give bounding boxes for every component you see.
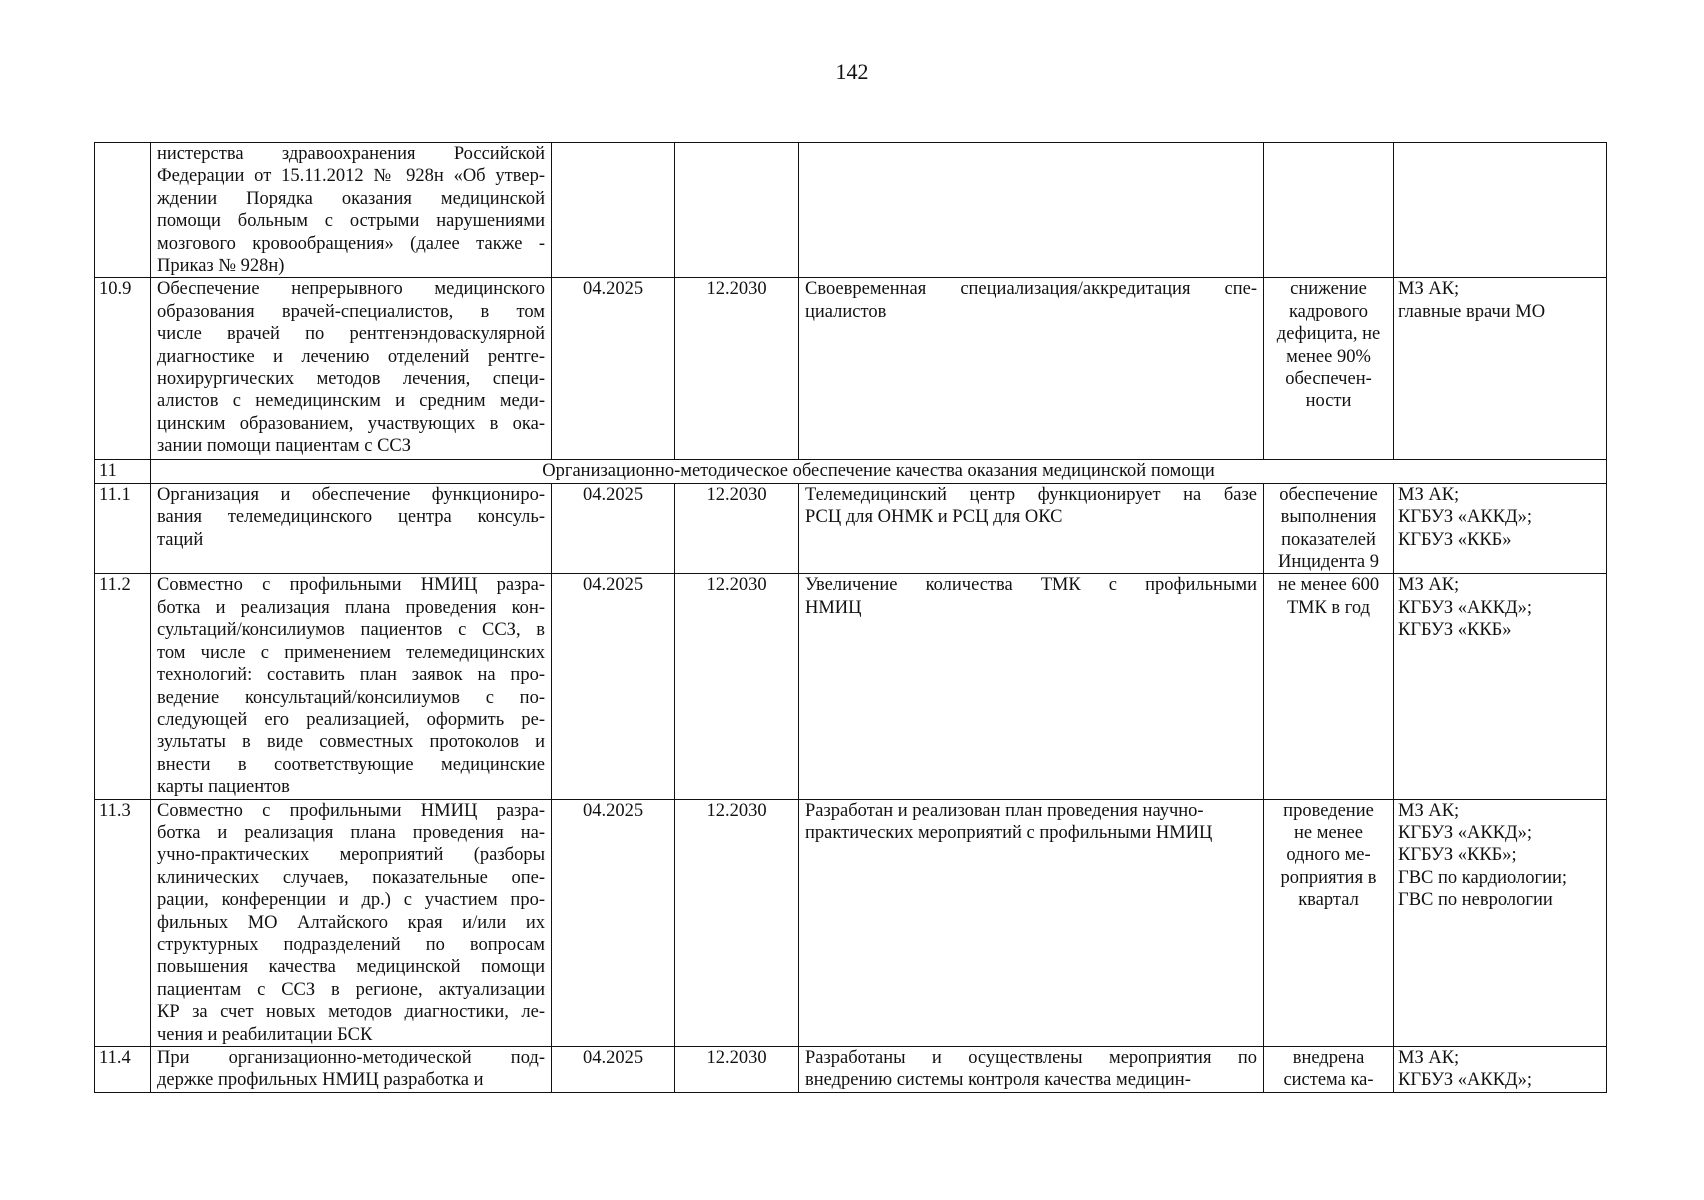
measure-description-line: зультаты в виде совместных протоколов и (157, 732, 545, 753)
responsible-parties-line: МЗ АК; (1398, 575, 1460, 596)
measure-description-line: рации, конференции и др.) с участием про- (157, 890, 545, 911)
target-indicator (1264, 143, 1394, 278)
measure-description-line: ведение консультаций/консилиумов с по- (157, 687, 545, 708)
start-date: 04.2025 (552, 278, 675, 460)
responsible-parties-line: МЗ АК; (1398, 800, 1460, 821)
expected-result (799, 1047, 1264, 1093)
expected-result-line: практических мероприятий с профильными НМИЦ (805, 822, 1213, 843)
responsible-parties (1394, 483, 1607, 574)
responsible-parties (1394, 1047, 1607, 1093)
measure-description-line: фильных МО Алтайского края и/или их (157, 912, 545, 933)
target-indicator-line: дефицита, не (1276, 324, 1381, 345)
measure-description-line: клинических случаев, показательные опе- (157, 867, 545, 888)
measure-description-line: пациентам с ССЗ в регионе, актуализации (157, 979, 545, 1000)
responsible-parties-line: МЗ АК; (1398, 279, 1460, 300)
item-number: 11.1 (95, 483, 151, 574)
end-date: 12.2030 (675, 483, 799, 574)
responsible-parties-line: ГВС по кардиологии; (1398, 867, 1568, 888)
target-indicator (1264, 574, 1394, 799)
measure-description (151, 1047, 552, 1093)
item-number: 11.4 (95, 1047, 151, 1093)
expected-result-line: Своевременная специализация/аккредитация спе- (805, 279, 1257, 300)
section-row (95, 460, 1607, 483)
responsible-parties-line: КГБУЗ «АККД»; (1398, 597, 1533, 618)
section-number: 11 (95, 460, 151, 483)
item-number (95, 143, 151, 278)
table-row (95, 143, 1607, 278)
target-indicator-line: обеспечен- (1285, 369, 1372, 390)
measure-description-line: внести в соответствующие медицинские (157, 754, 545, 775)
target-indicator-line: снижение (1290, 279, 1367, 300)
measure-description-line: Приказ № 928н) (157, 256, 285, 277)
item-number: 11.3 (95, 799, 151, 1046)
responsible-parties-line: главные врачи МО (1398, 301, 1546, 322)
expected-result (799, 483, 1264, 574)
start-date: 04.2025 (552, 799, 675, 1046)
measure-description-line: нистерства здравоохранения Российской (157, 144, 545, 164)
responsible-parties-line: МЗ АК; (1398, 1048, 1460, 1068)
measure-description (151, 483, 552, 574)
measure-description-line: структурных подразделений по вопросам (157, 934, 545, 955)
target-indicator-line: ности (1305, 391, 1352, 412)
measure-description-line: следующей его реализацией, оформить ре- (157, 709, 545, 730)
page-number: 142 (835, 59, 869, 84)
expected-result-line: Телемедицинский центр функционирует на базе (805, 484, 1257, 505)
expected-result-line: Разработан и реализован план проведения научно- (805, 800, 1204, 821)
responsible-parties-line: ГВС по неврологии (1398, 890, 1553, 911)
responsible-parties-line: КГБУЗ «АККД»; (1398, 822, 1533, 843)
measure-description-line: вания телемедицинского центра консуль- (157, 507, 545, 528)
target-indicator-line: показателей (1281, 529, 1376, 550)
target-indicator-line: проведение (1283, 800, 1374, 821)
end-date: 12.2030 (675, 278, 799, 460)
measures-table (94, 142, 1607, 1093)
responsible-parties-line: КГБУЗ «ККБ» (1398, 620, 1512, 641)
measure-description (151, 278, 552, 460)
measure-description-line: повышения качества медицинской помощи (157, 957, 545, 978)
responsible-parties (1394, 799, 1607, 1046)
target-indicator (1264, 483, 1394, 574)
measure-description-line: цинским образованием, участвующих в ока- (157, 413, 545, 434)
target-indicator-line: роприятия в (1280, 867, 1377, 888)
expected-result-line: Разработаны и осуществлены мероприятия по (805, 1048, 1257, 1068)
item-number: 11.2 (95, 574, 151, 799)
measure-description-line: образования врачей-специалистов, в том (157, 301, 545, 322)
measure-description-line: КР за счет новых методов диагностики, ле- (157, 1002, 545, 1023)
responsible-parties-line: КГБУЗ «ККБ»; (1398, 845, 1517, 866)
target-indicator-line: обеспечение (1279, 484, 1378, 505)
target-indicator-line: квартал (1298, 890, 1359, 911)
measure-description-line: числе врачей по рентгенэндоваскулярной (157, 324, 545, 345)
measure-description-line: сультаций/консилиумов пациентов с ССЗ, в (157, 620, 545, 641)
target-indicator-line: система ка- (1283, 1070, 1374, 1091)
start-date: 04.2025 (552, 483, 675, 574)
measure-description-line: Организация и обеспечение функциониро- (157, 484, 545, 505)
target-indicator (1264, 1047, 1394, 1093)
responsible-parties-line: МЗ АК; (1398, 484, 1460, 505)
expected-result-line: внедрению системы контроля качества медицин- (805, 1070, 1191, 1091)
table-row (95, 483, 1607, 574)
measure-description-line: диагностике и лечению отделений рентге- (157, 346, 545, 367)
measure-description-line: том числе с применением телемедицинских (157, 642, 545, 663)
expected-result-line: Увеличение количества ТМК с профильными (805, 575, 1257, 596)
end-date: 12.2030 (675, 574, 799, 799)
start-date: 04.2025 (552, 574, 675, 799)
measure-description (151, 574, 552, 799)
measure-description-line: учно-практических мероприятий (разборы (157, 845, 545, 866)
target-indicator-line: внедрена (1292, 1048, 1365, 1068)
measure-description-line: ботка и реализация плана проведения кон- (157, 597, 545, 618)
responsible-parties (1394, 143, 1607, 278)
table-row (95, 574, 1607, 799)
responsible-parties (1394, 574, 1607, 799)
target-indicator-line: Инцидента 9 (1278, 552, 1379, 573)
measure-description-line: технологий: составить план заявок на про- (157, 665, 545, 686)
table-row (95, 1047, 1607, 1093)
measure-description-line: Совместно с профильными НМИЦ разра- (157, 800, 545, 821)
measure-description-line: помощи больным с острыми нарушениями (157, 211, 545, 232)
target-indicator-line: менее 90% (1286, 346, 1371, 367)
responsible-parties-line: КГБУЗ «ККБ» (1398, 529, 1512, 550)
start-date: 04.2025 (552, 1047, 675, 1093)
expected-result (799, 278, 1264, 460)
measure-description-line: Федерации от 15.11.2012 № 928н «Об утвер- (157, 166, 545, 187)
section-title: Организационно-методическое обеспечение качества оказания медицинской помощи (151, 460, 1607, 483)
expected-result-line: НМИЦ (805, 597, 862, 618)
measure-description-line: При организационно-методической под- (157, 1048, 545, 1068)
measure-description-line: держке профильных НМИЦ разработка и (157, 1070, 484, 1091)
measure-description-line: Обеспечение непрерывного медицинского (157, 279, 545, 300)
measure-description-line: чения и реабилитации БСК (157, 1024, 373, 1045)
expected-result-line: РСЦ для ОНМК и РСЦ для ОКС (805, 507, 1063, 528)
measure-description-line: алистов с немедицинским и средним меди- (157, 391, 545, 412)
measure-description-line: таций (157, 529, 204, 550)
responsible-parties (1394, 278, 1607, 460)
end-date: 12.2030 (675, 799, 799, 1046)
target-indicator-line: ТМК в год (1286, 597, 1371, 618)
expected-result-line: циалистов (805, 301, 887, 322)
start-date (552, 143, 675, 278)
expected-result (799, 143, 1264, 278)
measure-description-line: ждении Порядка оказания медицинской (157, 188, 545, 209)
measure-description-line: ботка и реализация плана проведения на- (157, 822, 545, 843)
target-indicator-line: выполнения (1280, 507, 1377, 528)
expected-result (799, 799, 1264, 1046)
target-indicator-line: не менее (1294, 822, 1363, 843)
target-indicator-line: кадрового (1288, 301, 1369, 322)
end-date: 12.2030 (675, 1047, 799, 1093)
measure-description-line: карты пациентов (157, 777, 290, 798)
responsible-parties-line: КГБУЗ «АККД»; (1398, 507, 1533, 528)
responsible-parties-line: КГБУЗ «АККД»; (1398, 1070, 1533, 1091)
measure-description (151, 799, 552, 1046)
measure-description-line: зании помощи пациентам с ССЗ (157, 436, 412, 457)
expected-result (799, 574, 1264, 799)
target-indicator-line: не менее 600 (1277, 575, 1380, 596)
measure-description-line: мозгового кровообращения» (далее также - (157, 233, 545, 254)
measure-description-line: Совместно с профильными НМИЦ разра- (157, 575, 545, 596)
measure-description (151, 143, 552, 278)
target-indicator-line: одного ме- (1286, 845, 1371, 866)
table-row (95, 799, 1607, 1046)
measure-description-line: нохирургических методов лечения, специ- (157, 369, 545, 390)
end-date (675, 143, 799, 278)
item-number: 10.9 (95, 278, 151, 460)
target-indicator (1264, 799, 1394, 1046)
target-indicator (1264, 278, 1394, 460)
table-row (95, 278, 1607, 460)
